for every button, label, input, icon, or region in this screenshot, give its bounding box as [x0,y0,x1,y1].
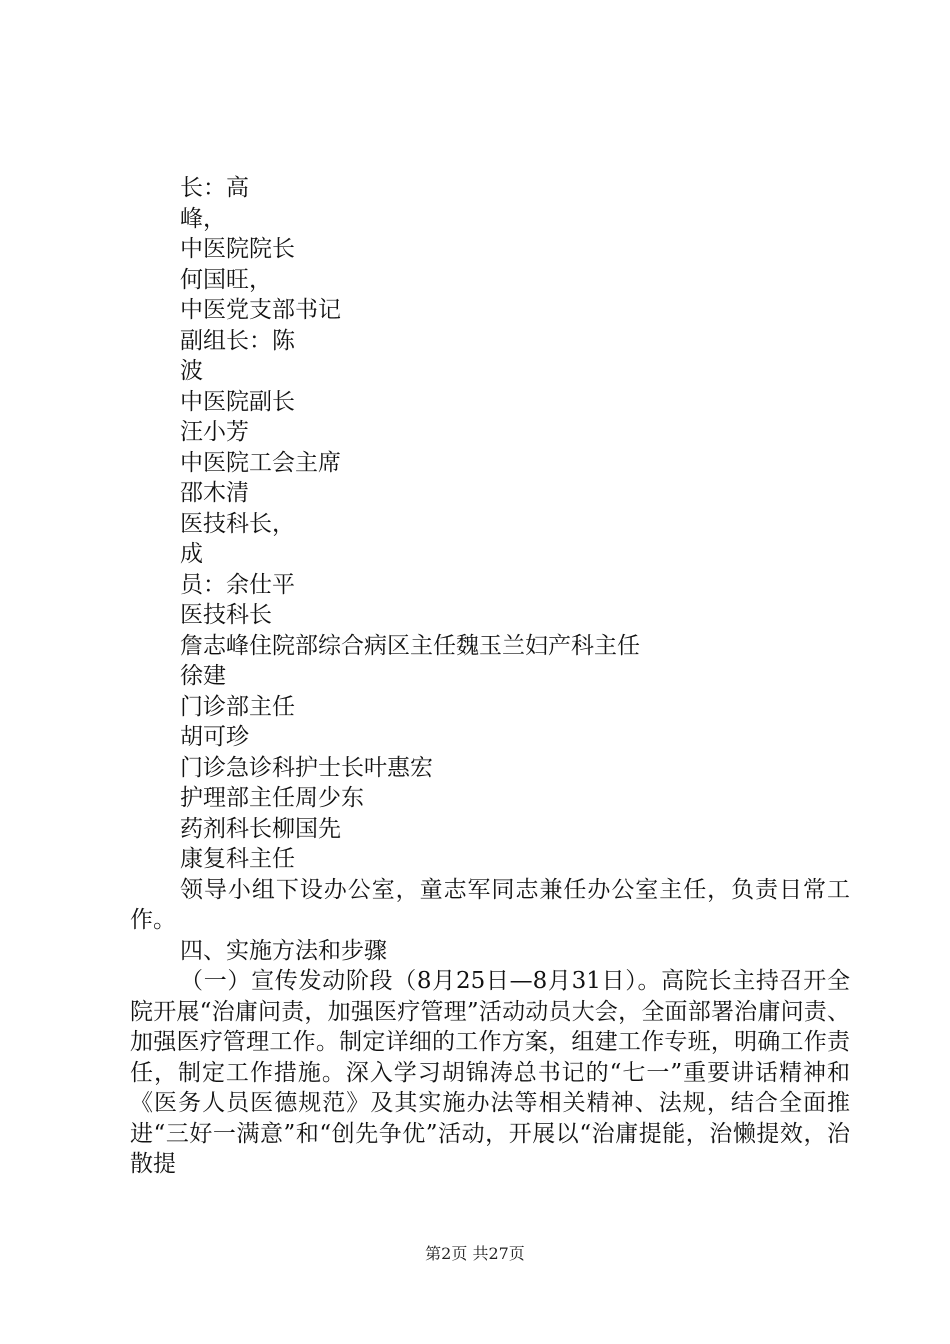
member-line: 医技科长， [180,510,295,537]
member-line: 门诊部主任 [180,693,295,720]
member-line: 邵木清 [180,480,249,506]
member-line: 康复科主任 [180,846,295,872]
document-body [130,173,850,1180]
member-line: 中医院副长 [180,388,295,415]
member-line: 副组长：陈 [180,327,295,354]
member-line: 药剂科长柳国先 [180,815,341,842]
member-line: 护理部主任周少东 [180,785,364,811]
member-line: 胡可珍 [180,724,249,750]
member-line: 中医党支部书记 [180,297,341,323]
member-line: 詹志峰住院部综合病区主任魏玉兰妇产科主任 [180,632,640,659]
member-line: 峰， [180,205,226,232]
page-footer: 第2页 共27页 [425,1244,525,1263]
office-paragraph: 领导小组下设办公室，童志军同志兼任办公室主任，负责日常工作。 [130,876,850,933]
member-line: 员：余仕平 [180,571,295,598]
phase-paragraph: （一）宣传发动阶段（8月25日—8月31日）。高院长主持召开全院开展“治庸问责，加强医疗管理”活动动员大会，全面部署治庸问责、加强医疗管理工作。制定详细的工作方案，组建工作专班，明确工作责任，制定工作措施。深入学习胡锦涛总书记的“七一”重要讲话精神和《医务人员医德规范》及其实施办法等相关精神、法规，结合全面推进“三好一满意”和“创先争优”活动，开展以“治庸提能，治懒提效，治散提 [130,968,850,1177]
member-line: 医技科长 [180,602,272,628]
member-line: 中医院工会主席 [180,449,341,476]
member-line: 成 [180,541,203,567]
member-line: 波 [180,358,203,384]
member-line: 门诊急诊科护士长叶惠宏 [180,754,433,781]
member-line: 中医院院长 [180,236,295,262]
member-line: 徐建 [180,663,226,689]
member-line: 汪小芳 [180,419,249,445]
member-line: 何国旺， [180,266,272,293]
section-heading: 四、实施方法和步骤 [180,937,387,964]
member-line: 长：高 [180,175,249,201]
